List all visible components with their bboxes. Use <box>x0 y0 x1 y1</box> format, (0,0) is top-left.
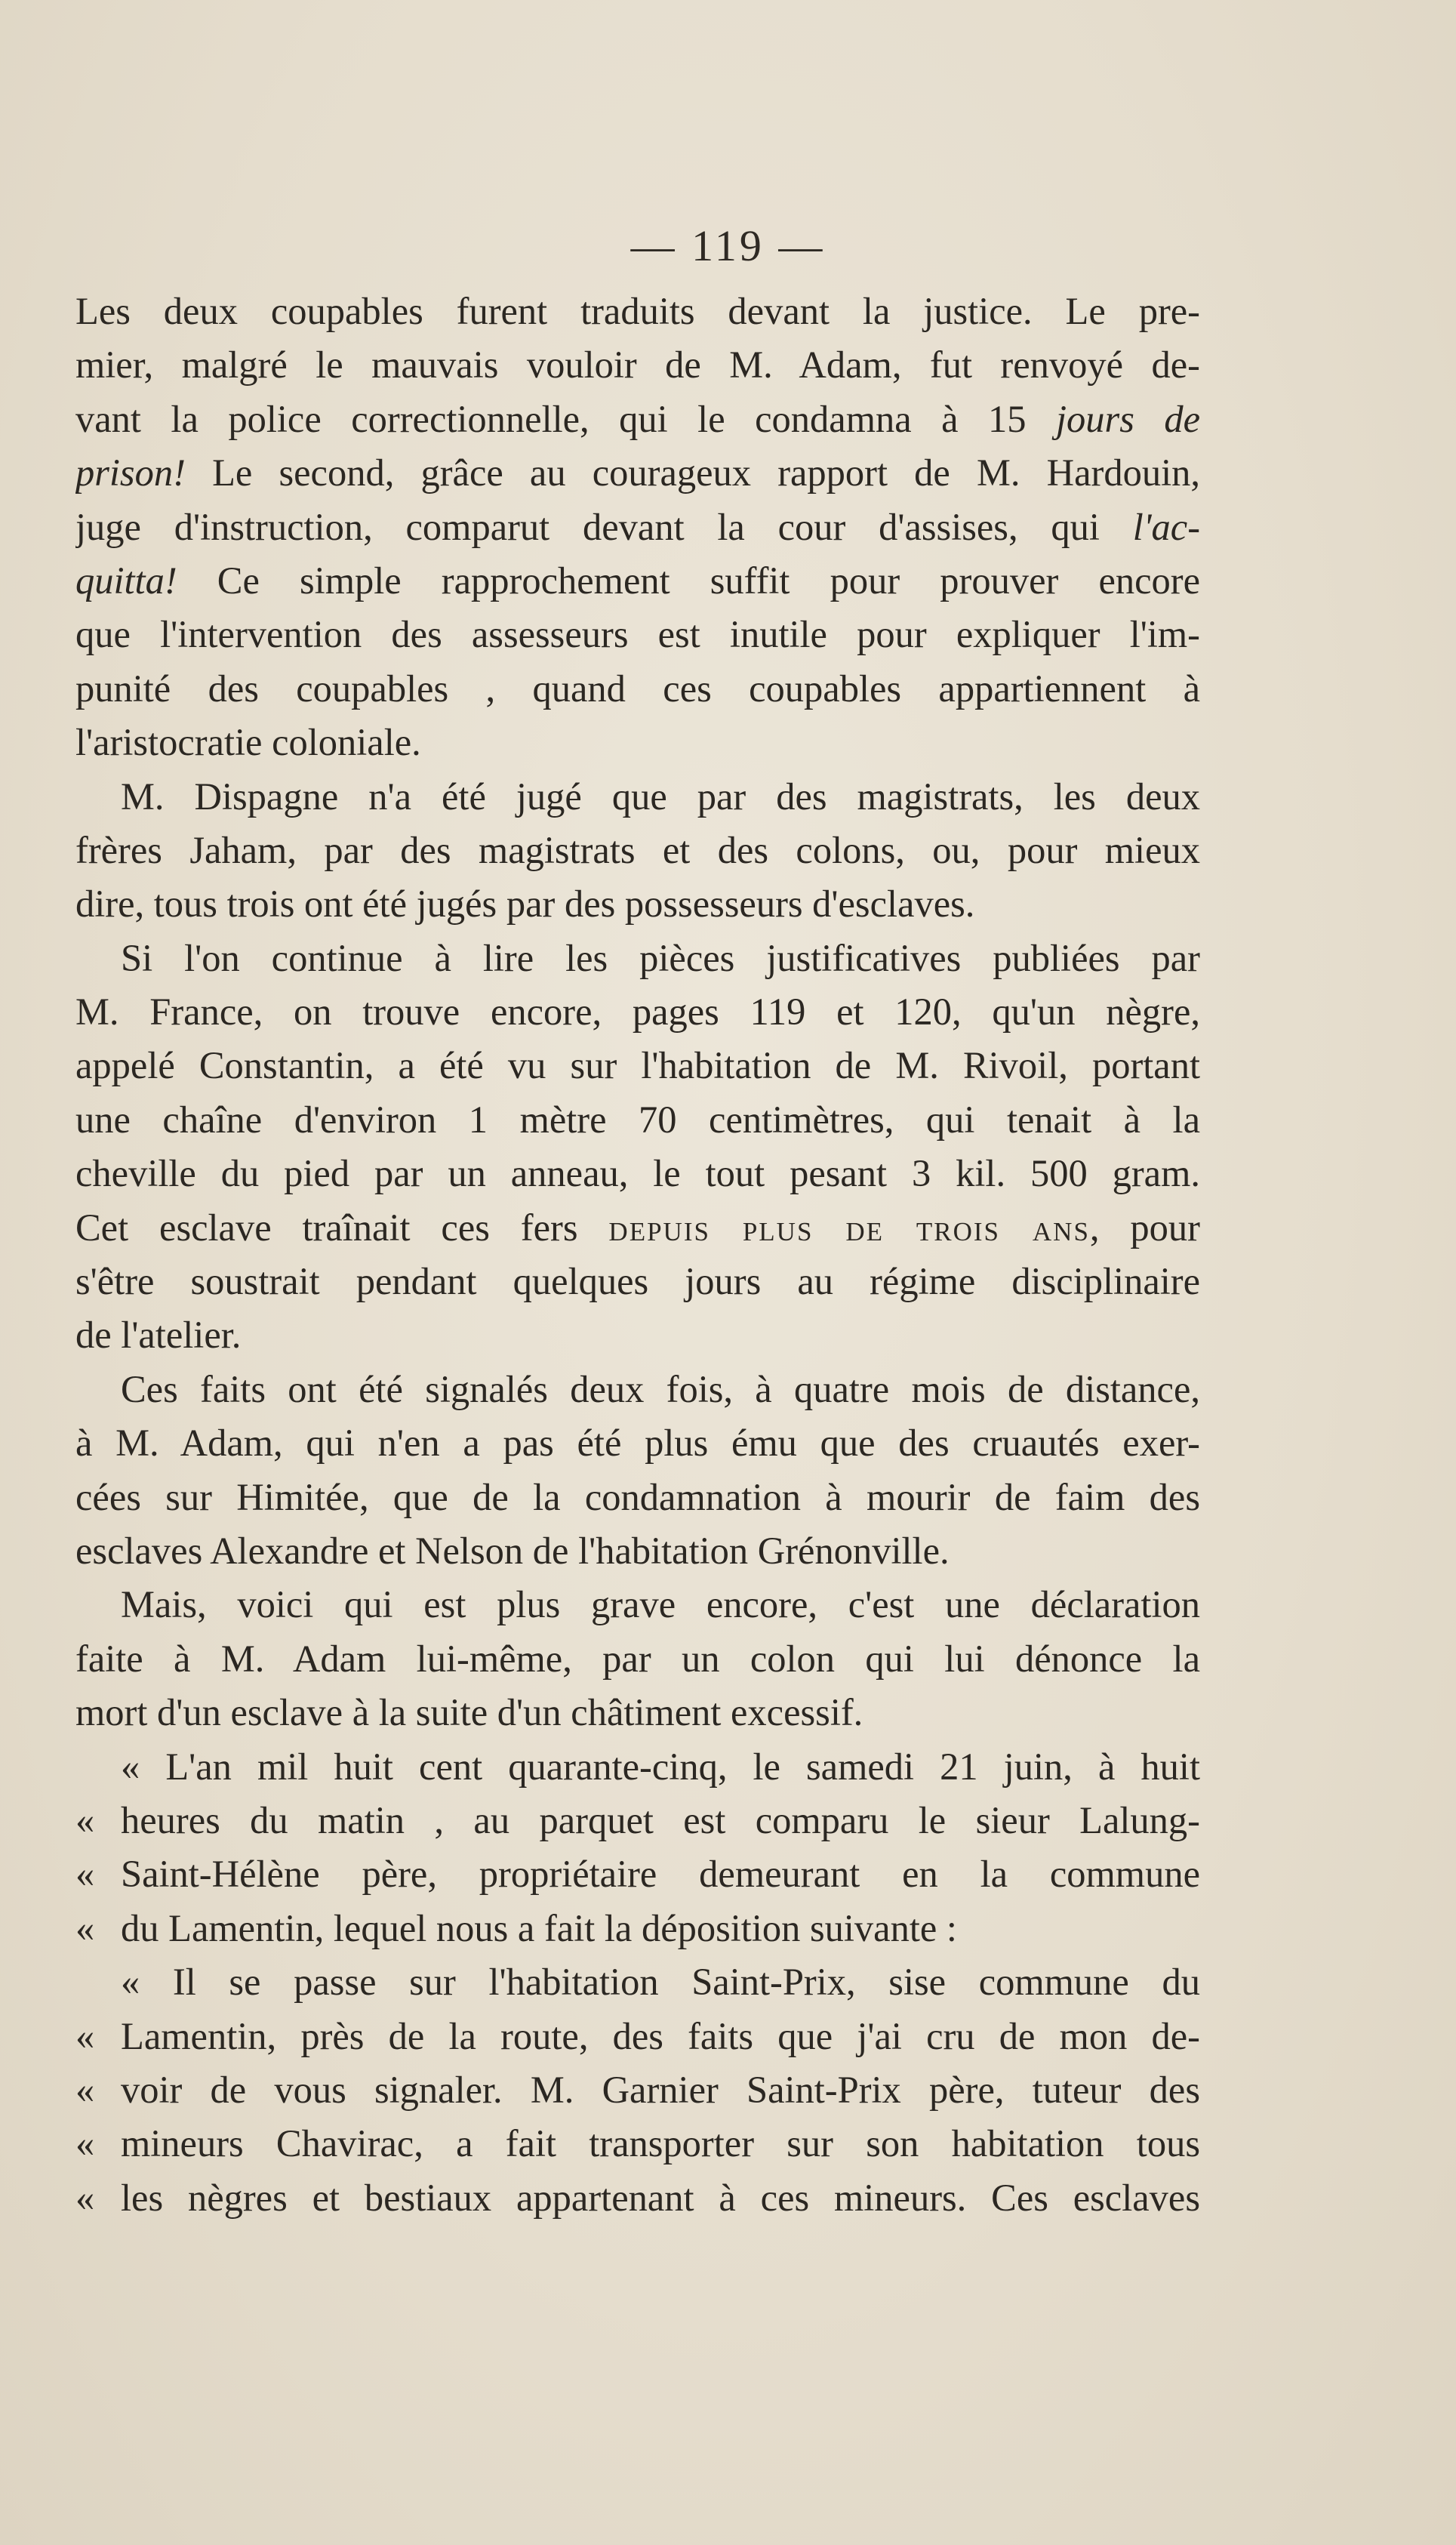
guillemet-mark: « <box>75 1906 95 1949</box>
quote-line <box>75 2171 1200 2225</box>
guillemet-mark: « <box>75 2176 95 2219</box>
quote-text: voir de vous signaler. M. Garnier Saint-Prix père, tuteur des <box>121 2068 1200 2111</box>
quote-line <box>75 2010 1200 2063</box>
text-line: cées sur Himitée, que de la condamnation à mourir de faim des <box>75 1475 1200 1518</box>
page-number: — 119 — <box>630 221 826 270</box>
quote-text: les nègres et bestiaux appartenant à ces mineurs. Ces esclaves <box>121 2176 1200 2219</box>
italic-phrase: prison! <box>75 451 186 495</box>
text-line: une chaîne d'environ 1 mètre 70 centimètres, qui tenait à la <box>75 1098 1200 1141</box>
text-line: à M. Adam, qui n'en a pas été plus ému que des cruautés exer- <box>75 1422 1200 1465</box>
text-line: faite à M. Adam lui-même, par un colon qui lui dénonce la <box>75 1637 1200 1680</box>
text-line: M. France, on trouve encore, pages 119 et 120, qu'un nègre, <box>75 991 1200 1034</box>
text-line: que l'intervention des assesseurs est inutile pour expliquer l'im- <box>75 613 1200 656</box>
quote-line <box>75 1902 1200 1955</box>
text-line: dire, tous trois ont été jugés par des possesseurs d'esclaves. <box>75 883 975 926</box>
text-line: M. Dispagne n'a été jugé que par des magistrats, les deux <box>121 775 1200 818</box>
italic-phrase: quitta! <box>75 559 177 602</box>
quote-line <box>75 1794 1200 1847</box>
quote-line <box>75 1847 1200 1901</box>
line-segment: juge d'instruction, comparut devant la cour d'assises, qui <box>75 505 1100 548</box>
text-line: Les deux coupables furent traduits devant la justice. Le pre- <box>75 290 1200 332</box>
text-line: s'être soustrait pendant quelques jours au régime disciplinaire <box>75 1260 1200 1303</box>
italic-phrase: jours de <box>1056 397 1200 440</box>
quote-line: « L'an mil huit cent quarante-cinq, le samedi 21 juin, à huit <box>121 1745 1200 1788</box>
quote-text: Saint-Hélène père, propriétaire demeurant en la commune <box>121 1853 1200 1896</box>
line-segment: , pour <box>1089 1206 1200 1249</box>
guillemet-mark: « <box>75 2122 95 2165</box>
quote-line: « Il se passe sur l'habitation Saint-Prix, sise commune du <box>121 1961 1200 2004</box>
italic-phrase: l'ac- <box>1132 505 1200 548</box>
text-line: Ces faits ont été signalés deux fois, à quatre mois de distance, <box>121 1367 1200 1410</box>
text-line <box>75 393 1200 446</box>
body-text <box>75 285 1200 2225</box>
text-line: mort d'un esclave à la suite d'un châtiment excessif. <box>75 1691 863 1734</box>
text-line: Si l'on continue à lire les pièces justificatives publiées par <box>121 936 1200 979</box>
quote-text: du Lamentin, lequel nous a fait la déposition suivante : <box>121 1906 957 1949</box>
small-caps-phrase: depuis plus de trois ans <box>608 1206 1090 1249</box>
guillemet-mark: « <box>75 1798 95 1841</box>
guillemet-mark: « <box>75 1853 95 1896</box>
text-line: de l'atelier. <box>75 1314 242 1357</box>
text-line <box>75 446 1200 500</box>
quote-line <box>75 2063 1200 2117</box>
text-line: appelé Constantin, a été vu sur l'habitation de M. Rivoil, portant <box>75 1044 1200 1087</box>
text-line: l'aristocratie coloniale. <box>75 721 421 764</box>
quote-line <box>75 2117 1200 2171</box>
quote-text: heures du matin , au parquet est comparu le sieur Lalung- <box>121 1798 1200 1841</box>
text-line <box>75 554 1200 608</box>
text-line: mier, malgré le mauvais vouloir de M. Adam, fut renvoyé de- <box>75 344 1200 387</box>
line-segment: Cet esclave traînait ces fers <box>75 1206 578 1249</box>
line-segment: Ce simple rapprochement suffit pour prouver encore <box>217 559 1200 602</box>
line-segment: vant la police correctionnelle, qui le condamna à 15 <box>75 397 1027 440</box>
text-line <box>75 501 1200 554</box>
line-segment: Le second, grâce au courageux rapport de M. Hardouin, <box>212 451 1200 495</box>
quote-text: Lamentin, près de la route, des faits que j'ai cru de mon de- <box>121 2014 1200 2057</box>
text-line: Mais, voici qui est plus grave encore, c'est une déclaration <box>121 1583 1200 1626</box>
text-line: cheville du pied par un anneau, le tout pesant 3 kil. 500 gram. <box>75 1152 1200 1195</box>
text-line <box>75 1201 1200 1255</box>
guillemet-mark: « <box>75 2068 95 2111</box>
text-line: esclaves Alexandre et Nelson de l'habitation Grénonville. <box>75 1529 950 1572</box>
guillemet-mark: « <box>75 2014 95 2057</box>
text-line: frères Jaham, par des magistrats et des colons, ou, pour mieux <box>75 828 1200 871</box>
quote-text: mineurs Chavirac, a fait transporter sur son habitation tous <box>121 2122 1200 2165</box>
text-line: punité des coupables , quand ces coupables appartiennent à <box>75 667 1200 710</box>
